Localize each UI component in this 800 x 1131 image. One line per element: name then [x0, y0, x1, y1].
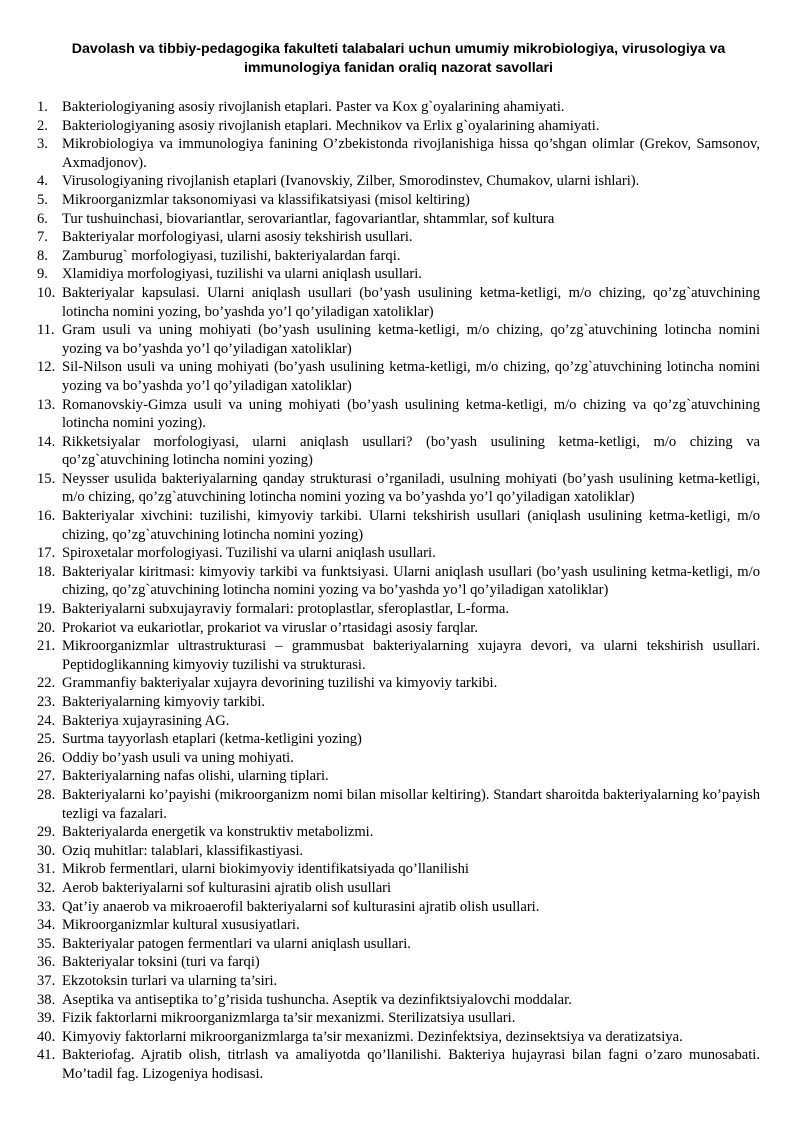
- question-number: 26.: [37, 749, 56, 766]
- question-text: Bakteriyalar toksini (turi va farqi): [62, 954, 260, 971]
- question-number: 31.: [37, 861, 56, 878]
- question-text: Aseptika va antiseptika to’g’risida tushuncha. Aseptik va dezinfiktsiyalovchi moddalar.: [62, 991, 572, 1008]
- question-item: [37, 358, 760, 395]
- question-number: 28.: [37, 786, 56, 803]
- question-number: 20.: [37, 619, 56, 636]
- question-text: Bakteriya xujayrasining AG.: [62, 712, 230, 729]
- question-item: [37, 730, 760, 749]
- question-item: [37, 210, 760, 229]
- question-text: Bakteriyalarni subxujayraviy formalari: protoplastlar, sferoplastlar, L-forma.: [62, 601, 510, 618]
- question-number: 12.: [37, 359, 56, 376]
- question-item: [37, 228, 760, 247]
- question-text: Bakteriyalarni ko’payishi (mikroorganizm nomi bilan misollar keltiring). Standart sharoitda bakteriyalarning ko’payish tezligi va fazalari.: [62, 786, 760, 822]
- question-item: [37, 860, 760, 879]
- question-text: Bakteriyalar patogen fermentlari va ularni aniqlash usullari.: [62, 935, 411, 952]
- question-number: 15.: [37, 470, 56, 487]
- question-text: Gram usuli va uning mohiyati (bo’yash usulining ketma-ketligi, m/o chizing, qo’zg`atuvchining lotincha nomini yozing va bo’yashda yo’l qo’yiladigan xatoliklar): [62, 322, 760, 357]
- question-number: 10.: [37, 284, 56, 301]
- question-item: [37, 321, 760, 358]
- question-number: 3.: [37, 136, 48, 153]
- question-item: [37, 619, 760, 638]
- question-item: [37, 544, 760, 563]
- question-item: [37, 786, 760, 823]
- question-number: 2.: [37, 117, 48, 134]
- question-item: [37, 265, 760, 284]
- question-item: [37, 507, 760, 544]
- question-item: [37, 600, 760, 619]
- question-item: [37, 98, 760, 117]
- question-item: [37, 433, 760, 470]
- question-text: Virusologiyaning rivojlanish etaplari (Ivanovskiy, Zilber, Smorodinstev, Chumakov, ularni ishlari).: [62, 173, 640, 190]
- question-number: 14.: [37, 433, 56, 450]
- question-text: Aerob bakteriyalarni sof kulturasini ajratib olish usullari: [62, 879, 392, 896]
- question-item: [37, 1028, 760, 1047]
- question-item: [37, 191, 760, 210]
- question-text: Ekzotoksin turlari va ularning ta’siri.: [62, 972, 278, 989]
- question-item: [37, 953, 760, 972]
- question-number: 29.: [37, 824, 56, 841]
- question-number: 24.: [37, 712, 56, 729]
- question-item: [37, 693, 760, 712]
- question-number: 30.: [37, 842, 56, 859]
- question-item: [37, 396, 760, 433]
- question-item: [37, 1046, 760, 1083]
- question-number: 9.: [37, 266, 48, 283]
- question-text: Zamburug` morfologiyasi, tuzilishi, bakteriyalardan farqi.: [62, 247, 401, 264]
- question-item: [37, 991, 760, 1010]
- question-number: 5.: [37, 191, 48, 208]
- question-text: Bakteriyalar kiritmasi: kimyoviy tarkibi va funktsiyasi. Ularni aniqlash usullari (bo’yash usulining ketma-ketligi, m/o chizing, qo’zg`atuvchining lotincha nomini yozing va bo’yashda yo’l qo’yiladigan xatoliklar): [62, 563, 760, 599]
- question-number: 11.: [37, 322, 55, 339]
- question-text: Bakteriyalar xivchini: tuzilishi, kimyoviy tarkibi. Ularni tekshirish usullari (aniqlash usulining ketma-ketligi, m/o chizing, qo’zg`atuvchining lotincha nomini yozing): [62, 508, 760, 543]
- question-text: Bakteriyalarning kimyoviy tarkibi.: [62, 694, 266, 710]
- question-number: 18.: [37, 563, 56, 580]
- question-number: 1.: [37, 99, 48, 115]
- question-number: 33.: [37, 898, 56, 915]
- question-text: Surtma tayyorlash etaplari (ketma-ketligini yozing): [62, 731, 362, 748]
- question-text: Sil-Nilson usuli va uning mohiyati (bo’yash usulining ketma-ketligi, m/o chizing, qo’zg`atuvchining lotincha nomini yozing va bo’yashda yo’l qo’yiladigan xatoliklar): [62, 359, 760, 394]
- question-number: 8.: [37, 247, 48, 264]
- question-text: Bakteriyalarning nafas olishi, ularning tiplari.: [62, 768, 329, 785]
- question-text: Spiroxetalar morfologiyasi. Tuzilishi va ularni aniqlash usullari.: [62, 545, 436, 562]
- question-number: 17.: [37, 545, 56, 562]
- question-item: [37, 767, 760, 786]
- question-text: Xlamidiya morfologiyasi, tuzilishi va ularni aniqlash usullari.: [62, 266, 422, 283]
- question-item: [37, 135, 760, 172]
- question-number: 35.: [37, 935, 56, 952]
- question-item: [37, 674, 760, 693]
- question-text: Qat’iy anaerob va mikroaerofil bakteriyalarni sof kulturasini ajratib olish usullari.: [62, 898, 540, 915]
- question-text: Fizik faktorlarni mikroorganizmlarga ta’sir mexanizmi. Sterilizatsiya usullari.: [62, 1010, 516, 1027]
- question-text: Oddiy bo’yash usuli va uning mohiyati.: [62, 749, 294, 766]
- question-item: [37, 935, 760, 954]
- question-text: Bakteriyalar morfologiyasi, ularni asosiy tekshirish usullari.: [62, 229, 413, 246]
- question-number: 38.: [37, 991, 56, 1008]
- question-item: [37, 898, 760, 917]
- question-item: [37, 284, 760, 321]
- question-number: 13.: [37, 396, 56, 413]
- document-title: Davolash va tibbiy-pedagogika fakulteti talabalari uchun umumiy mikrobiologiya, virusologiya va immunologiya fanidan oraliq nazorat savollari: [71, 41, 726, 76]
- question-number: 40.: [37, 1028, 56, 1045]
- question-text: Bakteriyalarda energetik va konstruktiv metabolizmi.: [62, 824, 374, 841]
- question-item: [37, 637, 760, 674]
- question-text: Tur tushuinchasi, biovariantlar, serovariantlar, fagovariantlar, shtammlar, sof kultura: [62, 210, 555, 227]
- question-number: 32.: [37, 879, 56, 896]
- question-number: 41.: [37, 1047, 56, 1064]
- question-text: Romanovskiy-Gimza usuli va uning mohiyati (bo’yash usulining ketma-ketligi, m/o chizing va qo’zg`atuvchining lotincha nomini yozing).: [62, 396, 760, 432]
- question-number: 37.: [37, 972, 56, 989]
- question-item: [37, 1009, 760, 1028]
- question-text: Mikroorganizmlar kultural xususiyatlari.: [62, 917, 300, 934]
- question-item: [37, 842, 760, 861]
- question-item: [37, 470, 760, 507]
- question-item: [37, 972, 760, 991]
- question-number: 19.: [37, 601, 56, 618]
- question-number: 21.: [37, 638, 56, 655]
- question-text: Mikrob fermentlari, ularni biokimyoviy identifikatsiyada qo’llanilishi: [62, 861, 469, 878]
- question-text: Bakteriologiyaning asosiy rivojlanish etaplari. Mechnikov va Erlix g`oyalarining ahamiyati.: [62, 117, 600, 134]
- question-number: 27.: [37, 768, 56, 785]
- question-item: [37, 823, 760, 842]
- question-item: [37, 563, 760, 600]
- question-item: [37, 916, 760, 935]
- question-number: 23.: [37, 694, 56, 710]
- question-text: Neysser usulida bakteriyalarning qanday strukturasi o’rganiladi, usulning mohiyati (bo’yash usulining ketma-ketligi, m/o chizing, qo’zg`atuvchining lotincha nomini yozing va bo’yashda yo’l qo’yiladigan xatoliklar): [62, 470, 760, 506]
- question-item: [37, 749, 760, 768]
- question-number: 25.: [37, 731, 56, 748]
- question-number: 36.: [37, 954, 56, 971]
- question-item: [37, 712, 760, 731]
- question-text: Kimyoviy faktorlarni mikroorganizmlarga ta’sir mexanizmi. Dezinfektsiya, dezinsektsiya va deratizatsiya.: [62, 1028, 683, 1045]
- question-list: [37, 98, 760, 1083]
- question-number: 7.: [37, 229, 48, 246]
- question-number: 6.: [37, 210, 48, 227]
- question-text: Mikroorganizmlar ultrastrukturasi – grammusbat bakteriyalarning xujayra devori, va ularni tekshirish usullari. Peptidoglikanning kimyoviy tuzilishi va strukturasi.: [62, 638, 760, 673]
- question-number: 16.: [37, 508, 56, 525]
- question-item: [37, 247, 760, 266]
- question-item: [37, 172, 760, 191]
- question-item: [37, 117, 760, 136]
- question-number: 22.: [37, 675, 56, 692]
- question-text: Rikketsiyalar morfologiyasi, ularni aniqlash usullari? (bo’yash usulining ketma-ketligi, m/o chizing va qo’zg`atuvchining lotincha nomini yozing): [62, 433, 760, 469]
- question-text: Prokariot va eukariotlar, prokariot va viruslar o’rtasidagi asosiy farqlar.: [62, 619, 479, 636]
- question-text: Bakteriofag. Ajratib olish, titrlash va amaliyotda qo’llanilishi. Bakteriya hujayrasi bilan fagni o’zaro munosabati. Mo’tadil fag. Lizogeniya hodisasi.: [62, 1047, 760, 1082]
- question-item: [37, 879, 760, 898]
- question-text: Oziq muhitlar: talablari, klassifikastiyasi.: [62, 842, 304, 859]
- question-text: Grammanfiy bakteriyalar xujayra devorining tuzilishi va kimyoviy tarkibi.: [62, 675, 498, 692]
- question-number: 34.: [37, 917, 56, 934]
- question-text: Bakteriyalar kapsulasi. Ularni aniqlash usullari (bo’yash usulining ketma-ketligi, m/o chizing, qo’zg`atuvchining lotincha nomini yozing, bo’yashda yo’l qo’yiladigan xatoliklar): [62, 284, 760, 320]
- question-text: Mikrobiologiya va immunologiya fanining O’zbekistonda rivojlanishiga hissa qo’shgan olimlar (Grekov, Samsonov, Axmadjonov).: [62, 136, 760, 171]
- question-number: 39.: [37, 1010, 56, 1027]
- question-text: Bakteriologiyaning asosiy rivojlanish etaplari. Paster va Kox g`oyalarining ahamiyati.: [62, 99, 565, 115]
- question-text: Mikroorganizmlar taksonomiyasi va klassifikatsiyasi (misol keltiring): [62, 191, 470, 208]
- question-number: 4.: [37, 173, 48, 190]
